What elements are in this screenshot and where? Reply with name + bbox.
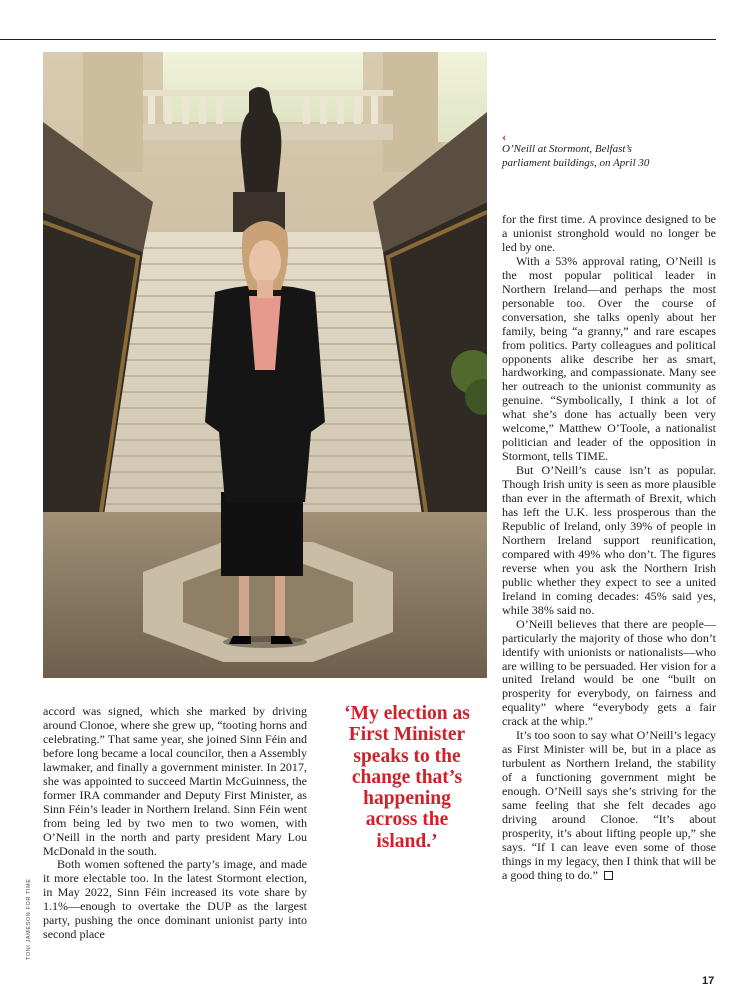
right-paragraph-5: It’s too soon to say what O’Neill’s legacy as First Minister will be, but in a place as turbulent as Northern Ireland, the stability of a functioning government might be enough. O’Neill says she’s striving for the same feeling that she felt decades ago driving around Clonoe. “It’s about prosperity, it’s about lifting people up,” she says. “If I can leave even some of those things in my legacy, then I think that will be a good thing to do.” [502,728,716,882]
right-paragraph-4: O’Neill believes that there are people—particularly the majority of those who don’t identify with unionists or nationalists—who are willing to be persuaded. Her vision for a united Ireland would be one “built on prosperity for everybody, on fairness and equality” where “everybody gets a fair crack at the whip.” [502,616,716,729]
right-paragraph-2: With a 53% approval rating, O’Neill is the most popular political leader in Northern Ireland—and perhaps the most personable too. Over the course of conversation, she talks openly about her family, being “a granny,” and rare escapes from politics. Party colleagues and political opponents alike describe her as smart, hardworking, and compassionate. Many see her outreach to the unionist community as genuine. “Symbolically, I think a lot of what she’s done has actually been very welcome,” Matthew O’Toole, a nationalist politician and leader of the opposition in Stormont, tells TIME. [502,253,716,464]
left-column [43,705,307,942]
right-column [502,213,716,883]
photo-credit: TONI JAMESON FOR TIME [26,878,32,960]
caption-arrow-icon: ‹ [502,129,507,144]
end-mark-icon [604,871,613,880]
stormont-photo [43,52,487,678]
right-paragraph-1: for the first time. A province designed to be a unionist stronghold would no longer be led by one. [502,212,716,254]
photo-caption [502,131,672,170]
left-paragraph-2: Both women softened the party’s image, and made it more electable too. In the latest Stormont election, in May 2022, Sinn Féin increased its vote share by 1.1%—enough to overtake the DUP as the largest party, pushing the once dominant unionist party into second place [43,857,307,942]
left-paragraph-1: accord was signed, which she marked by driving around Clonoe, where she grew up, “tooting horns and celebrating.” That same year, she joined Sinn Féin and before long became a local councilor, then a Assembly lawmaker, and finally a government minister. In 2017, she was appointed to succeed Martin McGuinness, the former IRA commander and Deputy First Minister, as Sinn Féin’s leader in Northern Ireland. Sinn Féin went from being led by two men to two women, with O’Neill in the north and party president Mary Lou McDonald in the south. [43,704,307,858]
top-rule [0,39,716,40]
right-paragraph-3: But O’Neill’s cause isn’t as popular. Though Irish unity is seen as more plausible than ever in the aftermath of Brexit, which has left the U.K. less prosperous than the Republic of Ireland, only 39% of people in Northern Ireland support reunification, compared with 49% who don’t. The figures reverse when you ask the Northern Irish public whether they expect to see a united Ireland in coming decades: 45% said yes, while 38% said no. [502,463,716,617]
caption-text: O’Neill at Stormont, Belfast’s parliament buildings, on April 30 [502,143,650,169]
page-number: 17 [702,975,715,987]
pull-quote: ‘My election as First Minister speaks to the change that’s happening across the island.’ [344,703,470,852]
